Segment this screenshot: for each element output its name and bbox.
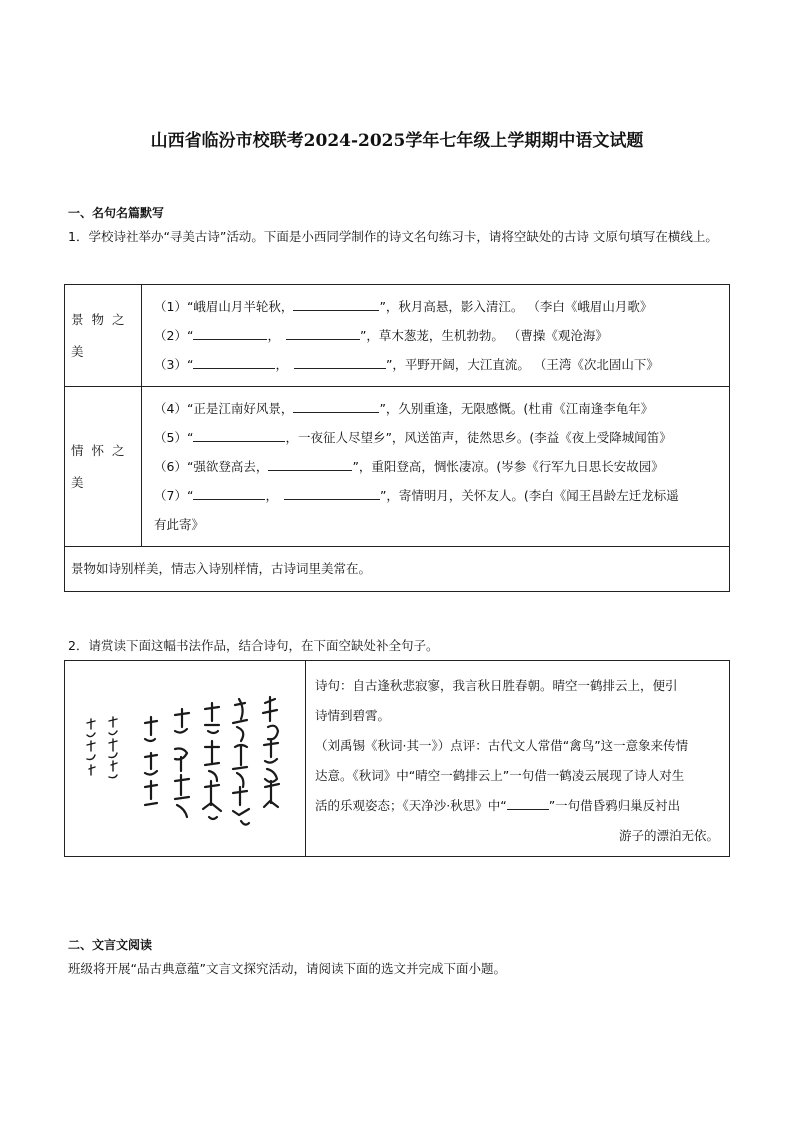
question-1-intro: 1．学校诗社举办“寻美古诗”活动。下面是小西同学制作的诗文名句练习卡，请将空缺处的古诗 文原句填写在横线上。 [68,229,718,244]
category-cell: 情怀之美 [65,387,142,547]
table-row [65,285,730,387]
category-cell: 景物之美 [65,285,142,387]
section-heading-1: 一、名句名篇默写 [68,206,165,220]
question-2-intro: 2．请赏读下面这幅书法作品，结合诗句，在下面空缺处补全句子。 [68,638,439,653]
calligraphy-image [65,661,306,856]
answer-blank[interactable] [507,795,549,810]
answer-blank[interactable] [268,456,352,471]
list-item: （7）“ ， ”，寄情明月，关怀友人。(李白《闻王昌龄左迁龙标遥 [154,481,723,510]
list-item: （4）“正是江南好风景， ”，久别重逢，无限感慨。(杜甫《江南逢李龟年》 [154,394,723,423]
table-row [65,547,730,592]
list-item: （1）“峨眉山月半轮秋， ”，秋月高悬，影入清江。 （李白《峨眉山月歌》 [154,292,723,321]
answer-blank[interactable] [284,485,380,500]
poem-line: 活的乐观姿态；《天净沙·秋思》中“ ”一句借昏鸦归巢反衬出 [315,791,719,821]
items-cell [142,285,730,387]
answer-blank[interactable] [294,354,386,369]
calligraphy-question-box [64,660,730,857]
list-item: （6）“强欲登高去， ”，重阳登高，惆怅凄凉。(岑参《行军九日思长安故园》 [154,452,723,481]
poem-commentary [306,661,729,856]
poem-line: 游子的漂泊无依。 [618,828,719,843]
answer-blank[interactable] [286,325,360,340]
list-item: 有此寄》 [154,517,205,532]
list-item: （5）“ ，一夜征人尽望乡”，风送笛声，徒然思乡。(李益《夜上受降城闻笛》 [154,423,723,452]
answer-blank[interactable] [193,325,267,340]
section-heading-2: 二、文言文阅读 [68,938,153,952]
practice-card-table [64,284,730,592]
list-item: （3）“ ， ”，平野开阔，大江直流。 （王湾《次北固山下》 [154,350,723,379]
answer-blank[interactable] [293,398,379,413]
answer-blank[interactable] [293,296,379,311]
summary-cell: 景物如诗别样美，情志入诗别样情，古诗词里美常在。 [65,547,730,592]
list-item: （2）“ ， ”，草木葱茏，生机勃勃。 （曹操《观沧海》 [154,321,723,350]
page-title: 山西省临汾市校联考2024-2025学年七年级上学期期中语文试题 [150,131,644,151]
poem-line: 达意。《秋词》中“晴空一鹤排云上”一句借一鹤凌云展现了诗人对生 [315,768,685,783]
items-cell [142,387,730,547]
answer-blank[interactable] [193,427,285,442]
answer-blank[interactable] [193,354,275,369]
poem-line: 诗句：自古逢秋悲寂寥，我言秋日胜春朝。晴空一鹤排云上，便引 [315,678,678,693]
answer-blank[interactable] [193,485,265,500]
table-row [65,387,730,547]
poem-line: 诗情到碧霄。 [315,708,391,723]
section-2-intro: 班级将开展“品古典意蕴”文言文探究活动，请阅读下面的选文并完成下面小题。 [68,961,506,976]
poem-line: （刘禹锡《秋词·其一》）点评：古代文人常借“禽鸟”这一意象来传情 [315,738,689,753]
calligraphy-artwork [65,661,305,856]
